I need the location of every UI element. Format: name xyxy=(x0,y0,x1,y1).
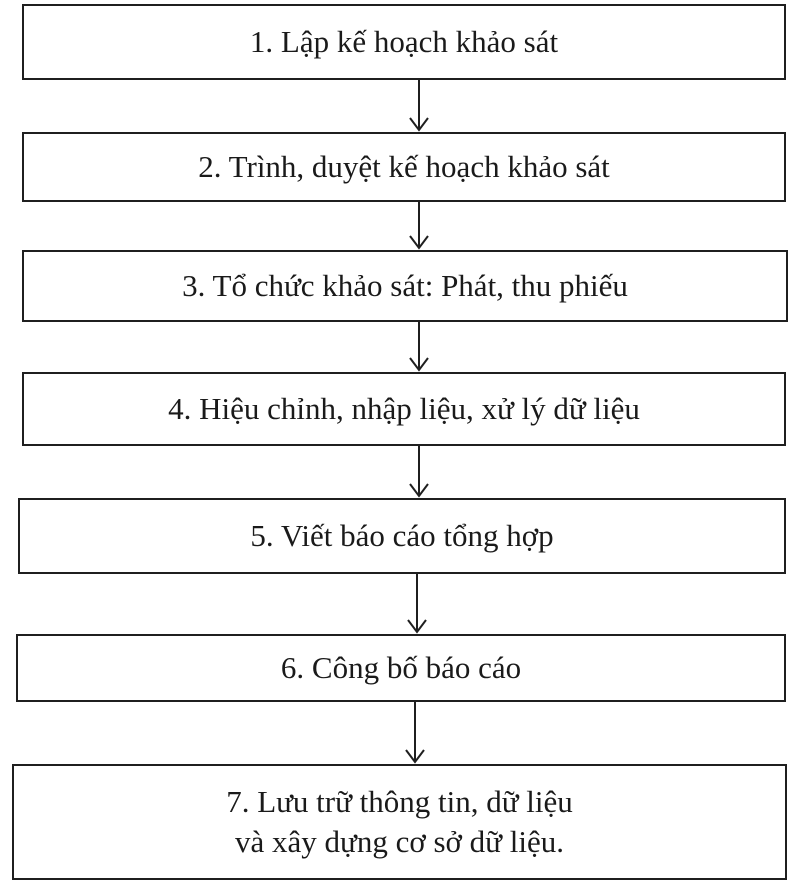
step-box-2 xyxy=(22,132,786,202)
step-box-3 xyxy=(22,250,788,322)
step-label-1: 1. Lập kế hoạch khảo sát xyxy=(249,23,559,59)
step-label-3: 3. Tổ chức khảo sát: Phát, thu phiếu xyxy=(182,267,628,303)
step-label-4: 4. Hiệu chỉnh, nhập liệu, xử lý dữ liệu xyxy=(168,390,640,426)
step-box-5 xyxy=(18,498,786,574)
step-box-1 xyxy=(22,4,786,80)
step-label-7: 7. Lưu trữ thông tin, dữ liệu và xây dựng cơ sở dữ liệu. xyxy=(226,783,573,859)
step-box-6 xyxy=(16,634,786,702)
arrow-down-icon xyxy=(404,322,434,372)
step-label-5: 5. Viết báo cáo tổng hợp xyxy=(250,517,554,553)
step-label-6: 6. Công bố báo cáo xyxy=(280,649,522,685)
arrow-down-icon xyxy=(404,446,434,498)
arrow-down-icon xyxy=(404,80,434,132)
arrow-down-icon xyxy=(400,702,430,764)
step-box-7 xyxy=(12,764,787,880)
arrow-down-icon xyxy=(402,574,432,634)
step-label-2: 2. Trình, duyệt kế hoạch khảo sát xyxy=(198,148,610,184)
arrow-down-icon xyxy=(404,202,434,250)
step-box-4 xyxy=(22,372,786,446)
